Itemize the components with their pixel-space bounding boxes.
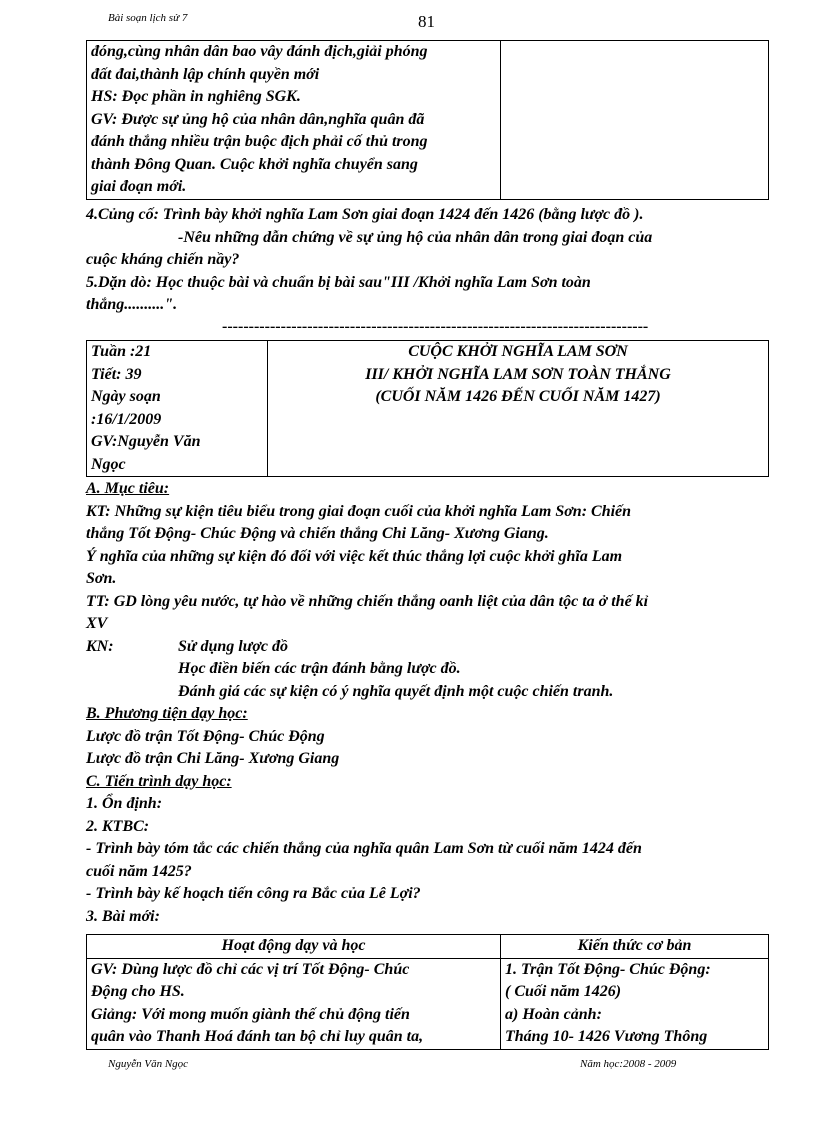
skill-item: Đánh giá các sự kiện có ý nghĩa quyết định một cuộc chiến tranh. (178, 682, 614, 700)
lesson-title: CUỘC KHỞI NGHĨA LAM SƠN (408, 343, 628, 360)
top-table-line: thành Đông Quan. Cuộc khởi nghĩa chuyển sang (91, 155, 418, 173)
consolidation-line: -Nêu những dẫn chứng về sự ủng hộ của nhân dân trong giai đoạn của (178, 228, 653, 246)
skill-item: Học điền biến các trận đánh bằng lược đồ. (178, 660, 461, 677)
week-label: Tuần :21 (91, 343, 152, 360)
means-heading: B. Phương tiện dạy học: (86, 705, 248, 722)
objective-line: Ý nghĩa của những sự kiện đó đối với việc kết thúc thắng lợi cuộc khởi ghĩa Lam (86, 547, 623, 565)
top-table-line: đóng,cùng nhân dân bao vây đánh địch,giải phóng (91, 43, 428, 60)
activity-line: Giảng: Với mong muốn giành thế chủ động tiến (91, 1005, 410, 1023)
activity-line: GV: Dùng lược đồ chỉ các vị trí Tốt Động- Chúc (91, 960, 410, 978)
col-header-activities: Hoạt động dạy và học (87, 935, 501, 959)
top-table-left-cell (87, 41, 501, 200)
lesson-title-cell (268, 341, 769, 477)
period-label: Tiết: 39 (91, 365, 142, 383)
homework-line: thắng..........". (86, 296, 178, 313)
knowledge-cell (501, 958, 769, 1049)
review-question: cuối năm 1425? (86, 862, 192, 880)
review-question: - Trình bày tóm tắc các chiến thắng của nghĩa quân Lam Sơn từ cuối năm 1424 đến (86, 840, 642, 857)
objective-line: TT: GD lòng yêu nước, tự hào về những chiến thắng oanh liệt của dân tộc ta ở thế kỉ (86, 592, 649, 610)
col-header-knowledge: Kiến thức cơ bản (501, 935, 769, 959)
top-table (86, 40, 769, 200)
consolidation-section (86, 204, 652, 317)
footer-school-year: Năm học:2008 - 2009 (580, 1058, 677, 1070)
skill-item: Sử dụng lược đồ (178, 637, 288, 655)
activities-cell (87, 958, 501, 1049)
teacher-name: Ngọc (91, 455, 126, 473)
teacher-label: GV:Nguyễn Văn (91, 433, 201, 450)
homework-line: 5.Dặn dò: Học thuộc bài và chuẩn bị bài sau"III /Khởi nghĩa Lam Sơn toàn (86, 273, 591, 291)
lesson-table (86, 934, 769, 1050)
process-step: 2. KTBC: (86, 817, 150, 835)
separator-line: -------------------------------------------------------------------------------- (222, 318, 649, 335)
objectives-heading: A. Mục tiêu: (86, 480, 170, 497)
date-value: :16/1/2009 (91, 410, 162, 428)
date-label: Ngày soạn (91, 388, 161, 405)
activity-line: quân vào Thanh Hoá đánh tan bộ chỉ luy quân ta, (91, 1028, 424, 1045)
activity-line: Động cho HS. (91, 983, 185, 1000)
top-table-line: GV: Được sự ủng hộ của nhân dân,nghĩa quân đã (91, 110, 425, 128)
lesson-period: (CUỐI NĂM 1426 ĐẾN CUỐI NĂM 1427) (375, 388, 661, 405)
objective-line: Sơn. (86, 570, 117, 587)
consolidation-line: 4.Củng cố: Trình bày khởi nghĩa Lam Sơn giai đoạn 1424 đến 1426 (bằng lược đồ ). (86, 206, 644, 223)
lesson-subtitle: III/ KHỞI NGHĨA LAM SƠN TOÀN THẮNG (365, 365, 671, 383)
top-table-line: đất đai,thành lập chính quyền mới (91, 65, 320, 83)
page-number: 81 (418, 12, 435, 31)
process-step: 1. Ổn định: (86, 795, 163, 812)
objective-line: XV (86, 615, 108, 632)
lesson-info-table (86, 340, 769, 477)
top-table-line: HS: Đọc phần in nghiêng SGK. (91, 88, 301, 105)
process-step: 3. Bài mới: (86, 907, 160, 925)
top-table-line: đánh thắng nhiều trận buộc địch phải cố thủ trong (91, 133, 428, 150)
top-table-right-cell (501, 41, 769, 200)
knowledge-line: Tháng 10- 1426 Vương Thông (505, 1028, 708, 1045)
skills-line (86, 636, 648, 659)
objective-line: KT: Những sự kiện tiêu biểu trong giai đoạn cuối của khởi nghĩa Lam Sơn: Chiến (86, 502, 632, 520)
knowledge-line: 1. Trận Tốt Động- Chúc Động: (505, 960, 711, 978)
review-question: - Trình bày kế hoạch tiến công ra Bắc của Lê Lợi? (86, 885, 421, 902)
header-left: Bài soạn lịch sử 7 (108, 12, 188, 24)
consolidation-line: cuộc kháng chiến nầy? (86, 251, 240, 268)
knowledge-line: a) Hoàn cảnh: (505, 1005, 602, 1023)
means-item: Lược đồ trận Tốt Động- Chúc Động (86, 727, 325, 745)
knowledge-line: ( Cuối năm 1426) (505, 983, 622, 1000)
lesson-info-cell (87, 341, 268, 477)
top-table-line: giai đoạn mới. (91, 178, 187, 195)
footer-author: Nguyễn Văn Ngọc (108, 1058, 189, 1070)
means-item: Lược đồ trận Chi Lăng- Xương Giang (86, 750, 340, 767)
objective-line: thắng Tốt Động- Chúc Động và chiến thắng Chi Lăng- Xương Giang. (86, 525, 549, 542)
process-heading: C. Tiến trình dạy học: (86, 772, 232, 790)
objectives-section (86, 478, 648, 928)
skills-label: KN: (86, 637, 114, 655)
